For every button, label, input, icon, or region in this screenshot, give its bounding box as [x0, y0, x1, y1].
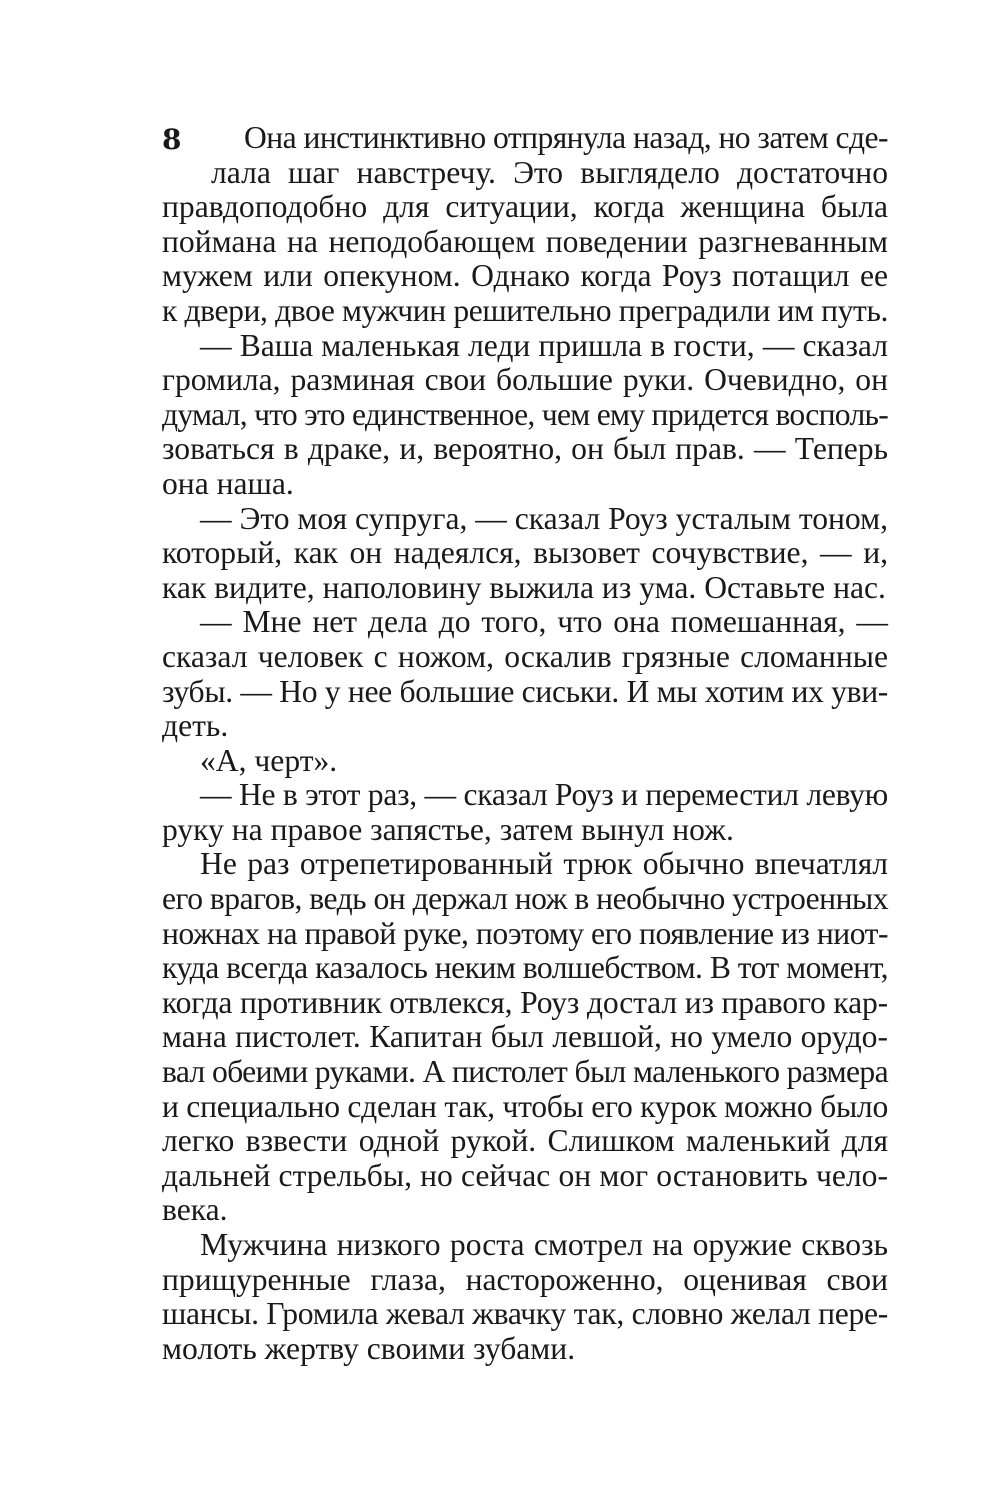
text-line: его врагов, ведь он держал нож в необычно устроенных	[162, 881, 889, 917]
text-line: легко взвести одной рукой. Слишком маленький для	[162, 1123, 888, 1159]
text-line: молоть жертву своими зубами.	[162, 1330, 576, 1366]
text-line: к двери, двое мужчин решительно преградили им путь.	[162, 292, 888, 328]
text-line: думал, что это единственное, чем ему придется восполь-	[162, 396, 888, 432]
text-line: «А, черт».	[200, 742, 338, 778]
text-line: — Это моя супруга, — сказал Роуз усталым тоном,	[200, 500, 888, 536]
text-line: руку на правое запястье, затем вынул нож.	[162, 811, 734, 847]
text-line: лала шаг навстречу. Это выглядело достаточно	[211, 154, 888, 190]
text-line: зоваться в драке, и, вероятно, он был прав. — Теперь	[162, 431, 888, 467]
text-line: шансы. Громила жевал жвачку так, словно желал пере-	[162, 1296, 888, 1332]
text-line: Она инстинктивно отпрянула назад, но затем сде-	[244, 120, 888, 155]
text-line: Не раз отрепетированный трюк обычно впечатлял	[200, 846, 888, 882]
text-line: ножнах на правой руке, поэтому его появление из ниот-	[162, 915, 888, 951]
text-line: куда всегда казалось неким волшебством. В тот момент,	[162, 950, 888, 986]
text-line: прищуренные глаза, настороженно, оценивая свои	[162, 1261, 888, 1297]
text-line: сказал человек с ножом, оскалив грязные сломанные	[162, 638, 888, 674]
text-line: мана пистолет. Капитан был левшой, но умело орудо-	[162, 1019, 888, 1055]
text-line: который, как он надеялся, вызовет сочувствие, — и,	[162, 535, 888, 571]
text-line: правдоподобно для ситуации, когда женщина была	[162, 189, 888, 225]
page-body-text	[162, 121, 888, 1366]
text-line: века.	[162, 1192, 228, 1228]
text-line: деть.	[162, 708, 229, 744]
text-line: громила, разминая свои большие руки. Очевидно, он	[162, 362, 888, 398]
text-line: поймана на неподобающем поведении разгневанным	[162, 223, 888, 259]
text-line: она наша.	[162, 465, 294, 501]
text-line: зубы. — Но у нее большие сиськи. И мы хотим их уви-	[162, 673, 888, 709]
text-line: как видите, наполовину выжила из ума. Оставьте нас.	[162, 569, 886, 605]
text-line: дальней стрельбы, но сейчас он мог остановить чело-	[162, 1157, 888, 1193]
page-number: 8	[162, 123, 182, 156]
text-line: — Не в этот раз, — сказал Роуз и переместил левую	[200, 777, 888, 813]
text-line: — Ваша маленькая леди пришла в гости, — сказал	[200, 327, 888, 363]
text-line: и специально сделан так, чтобы его курок можно было	[162, 1088, 888, 1124]
text-line: Мужчина низкого роста смотрел на оружие сквозь	[200, 1227, 888, 1262]
text-line: вал обеими руками. А пистолет был маленького размера	[162, 1054, 888, 1090]
text-line: — Мне нет дела до того, что она помешанная, —	[200, 604, 888, 640]
text-line: когда противник отвлекся, Роуз достал из правого кар-	[162, 984, 888, 1020]
text-line: мужем или опекуном. Однако когда Роуз потащил ее	[162, 258, 888, 294]
